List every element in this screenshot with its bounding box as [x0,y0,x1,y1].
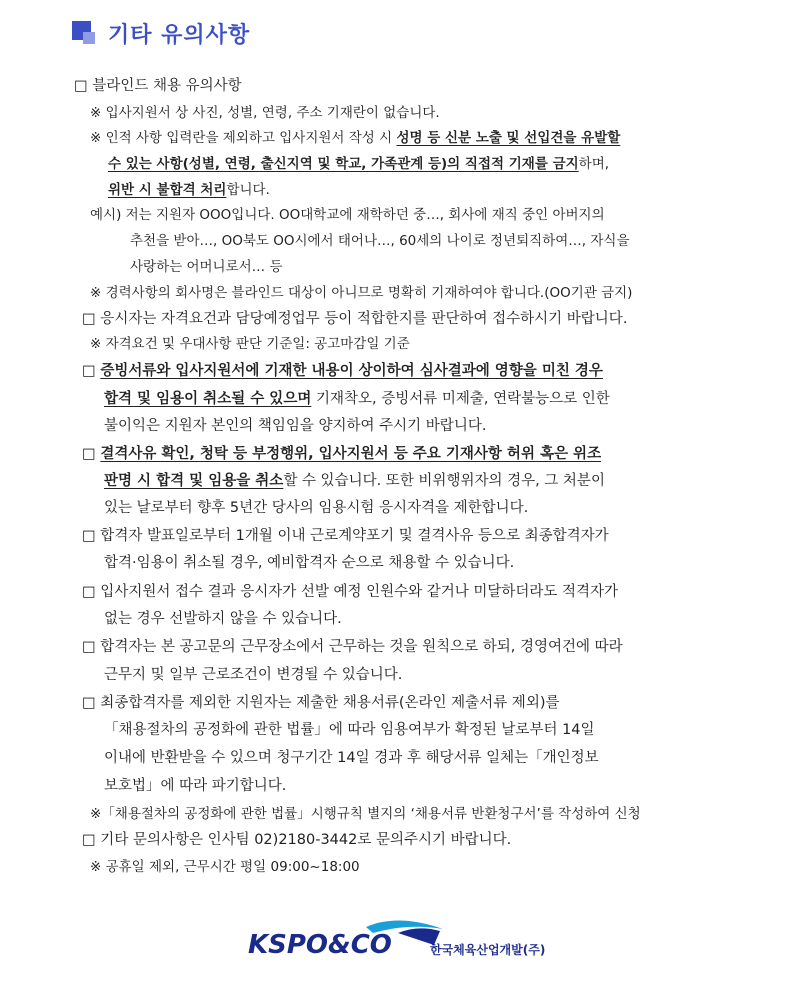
company-logo [248,915,548,963]
item-no-selection-line1: □ 입사지원서 접수 결과 응시자가 선발 예정 인원수와 같거나 미달하더라도 적격자가 [82,584,619,600]
blind-note-2-line2: 수 있는 사항(성별, 연령, 출신지역 및 학교, 가족관계 등)의 직접적 기재를 금지하며, [108,156,610,172]
item-workplace-line2: 근무지 및 일부 근로조건이 변경될 수 있습니다. [104,667,403,683]
blind-heading: □ 블라인드 채용 유의사항 [74,78,242,94]
example-line-1: 예시) 저는 지원자 OOO입니다. OO대학교에 재학하던 중…, 회사에 재직 중인 아버지의 [90,207,605,223]
item-contact: □ 기타 문의사항은 인사팀 02)2180-3442로 문의주시기 바랍니다. [82,832,512,848]
blind-note-2-line1: ※ 인적 사항 입력란을 제외하고 입사지원서 작성 시 성명 등 신분 노출 및 선입견을 유발할 [90,130,621,146]
item-document-mismatch-line2: 합격 및 임용이 취소될 수 있으며 기재착오, 증빙서류 미제출, 연락불능으로 인한 [104,391,610,407]
item-document-return-note: ※「채용절차의 공정화에 관한 법률」시행규칙 별지의 ‘채용서류 반환청구서’를 작성하여 신청 [90,806,641,822]
item-reserve-line1: □ 합격자 발표일로부터 1개월 이내 근로계약포기 및 결격사유 등으로 최종합격자가 [82,528,609,544]
item-document-return-line2: 「채용절차의 공정화에 관한 법률」에 따라 임용여부가 확정된 날로부터 14일 [104,722,595,738]
blind-note-3: ※ 경력사항의 회사명은 블라인드 대상이 아니므로 명확히 기재하여야 합니다.(OO기관 금지) [90,285,633,301]
item-disqualification-line2: 판명 시 합격 및 임용을 취소할 수 있습니다. 또한 비위행위자의 경우, 그 처분이 [104,473,605,489]
item-reserve-line2: 합격·임용이 취소될 경우, 예비합격자 순으로 채용할 수 있습니다. [104,555,515,571]
item-workplace-line1: □ 합격자는 본 공고문의 근무장소에서 근무하는 것을 원칙으로 하되, 경영여건에 따라 [82,639,623,655]
item-eligibility-note: ※ 자격요건 및 우대사항 판단 기준일: 공고마감일 기준 [90,336,410,352]
item-eligibility: □ 응시자는 자격요건과 담당예정업무 등이 적합한지를 판단하여 접수하시기 바랍니다. [82,311,628,327]
item-document-mismatch-line1: □ 증빙서류와 입사지원서에 기재한 내용이 상이하여 심사결과에 영향을 미친 경우 [82,363,603,379]
item-document-return-line3: 이내에 반환받을 수 있으며 청구기간 14일 경과 후 해당서류 일체는「개인정보 [104,750,599,766]
svg-text:KSPO&CO: KSPO&CO [248,930,392,960]
section-title: 기타 유의사항 [108,23,251,48]
section-header [72,18,250,49]
company-name: 한국체육산업개발(주) [430,943,546,957]
item-disqualification-line3: 있는 날로부터 향후 5년간 당사의 임용시험 응시자격을 제한합니다. [104,500,529,516]
item-document-return-line4: 보호법」에 따라 파기합니다. [104,778,287,794]
item-disqualification-line1: □ 결격사유 확인, 청탁 등 부정행위, 입사지원서 등 주요 기재사항 허위 혹은 위조 [82,446,602,462]
item-contact-note: ※ 공휴일 제외, 근무시간 평일 09:00~18:00 [90,859,360,875]
item-no-selection-line2: 없는 경우 선발하지 않을 수 있습니다. [104,611,342,627]
item-document-mismatch-line3: 불이익은 지원자 본인의 책임임을 양지하여 주시기 바랍니다. [104,418,487,434]
item-document-return-line1: □ 최종합격자를 제외한 지원자는 제출한 채용서류(온라인 제출서류 제외)를 [82,695,560,711]
square-bullet-icon [72,21,98,47]
example-line-3: 사랑하는 어머니로서… 등 [130,259,283,275]
blind-note-1: ※ 입사지원서 상 사진, 성별, 연령, 주소 기재란이 없습니다. [90,105,440,121]
blind-note-2-line3: 위반 시 불합격 처리합니다. [108,182,270,198]
example-line-2: 추천을 받아…, OO북도 OO시에서 태어나…, 60세의 나이로 정년퇴직하여…, 자식을 [130,233,630,249]
blind-warning-emphasis: 성명 등 신분 노출 및 선입견을 유발할 [396,130,621,146]
